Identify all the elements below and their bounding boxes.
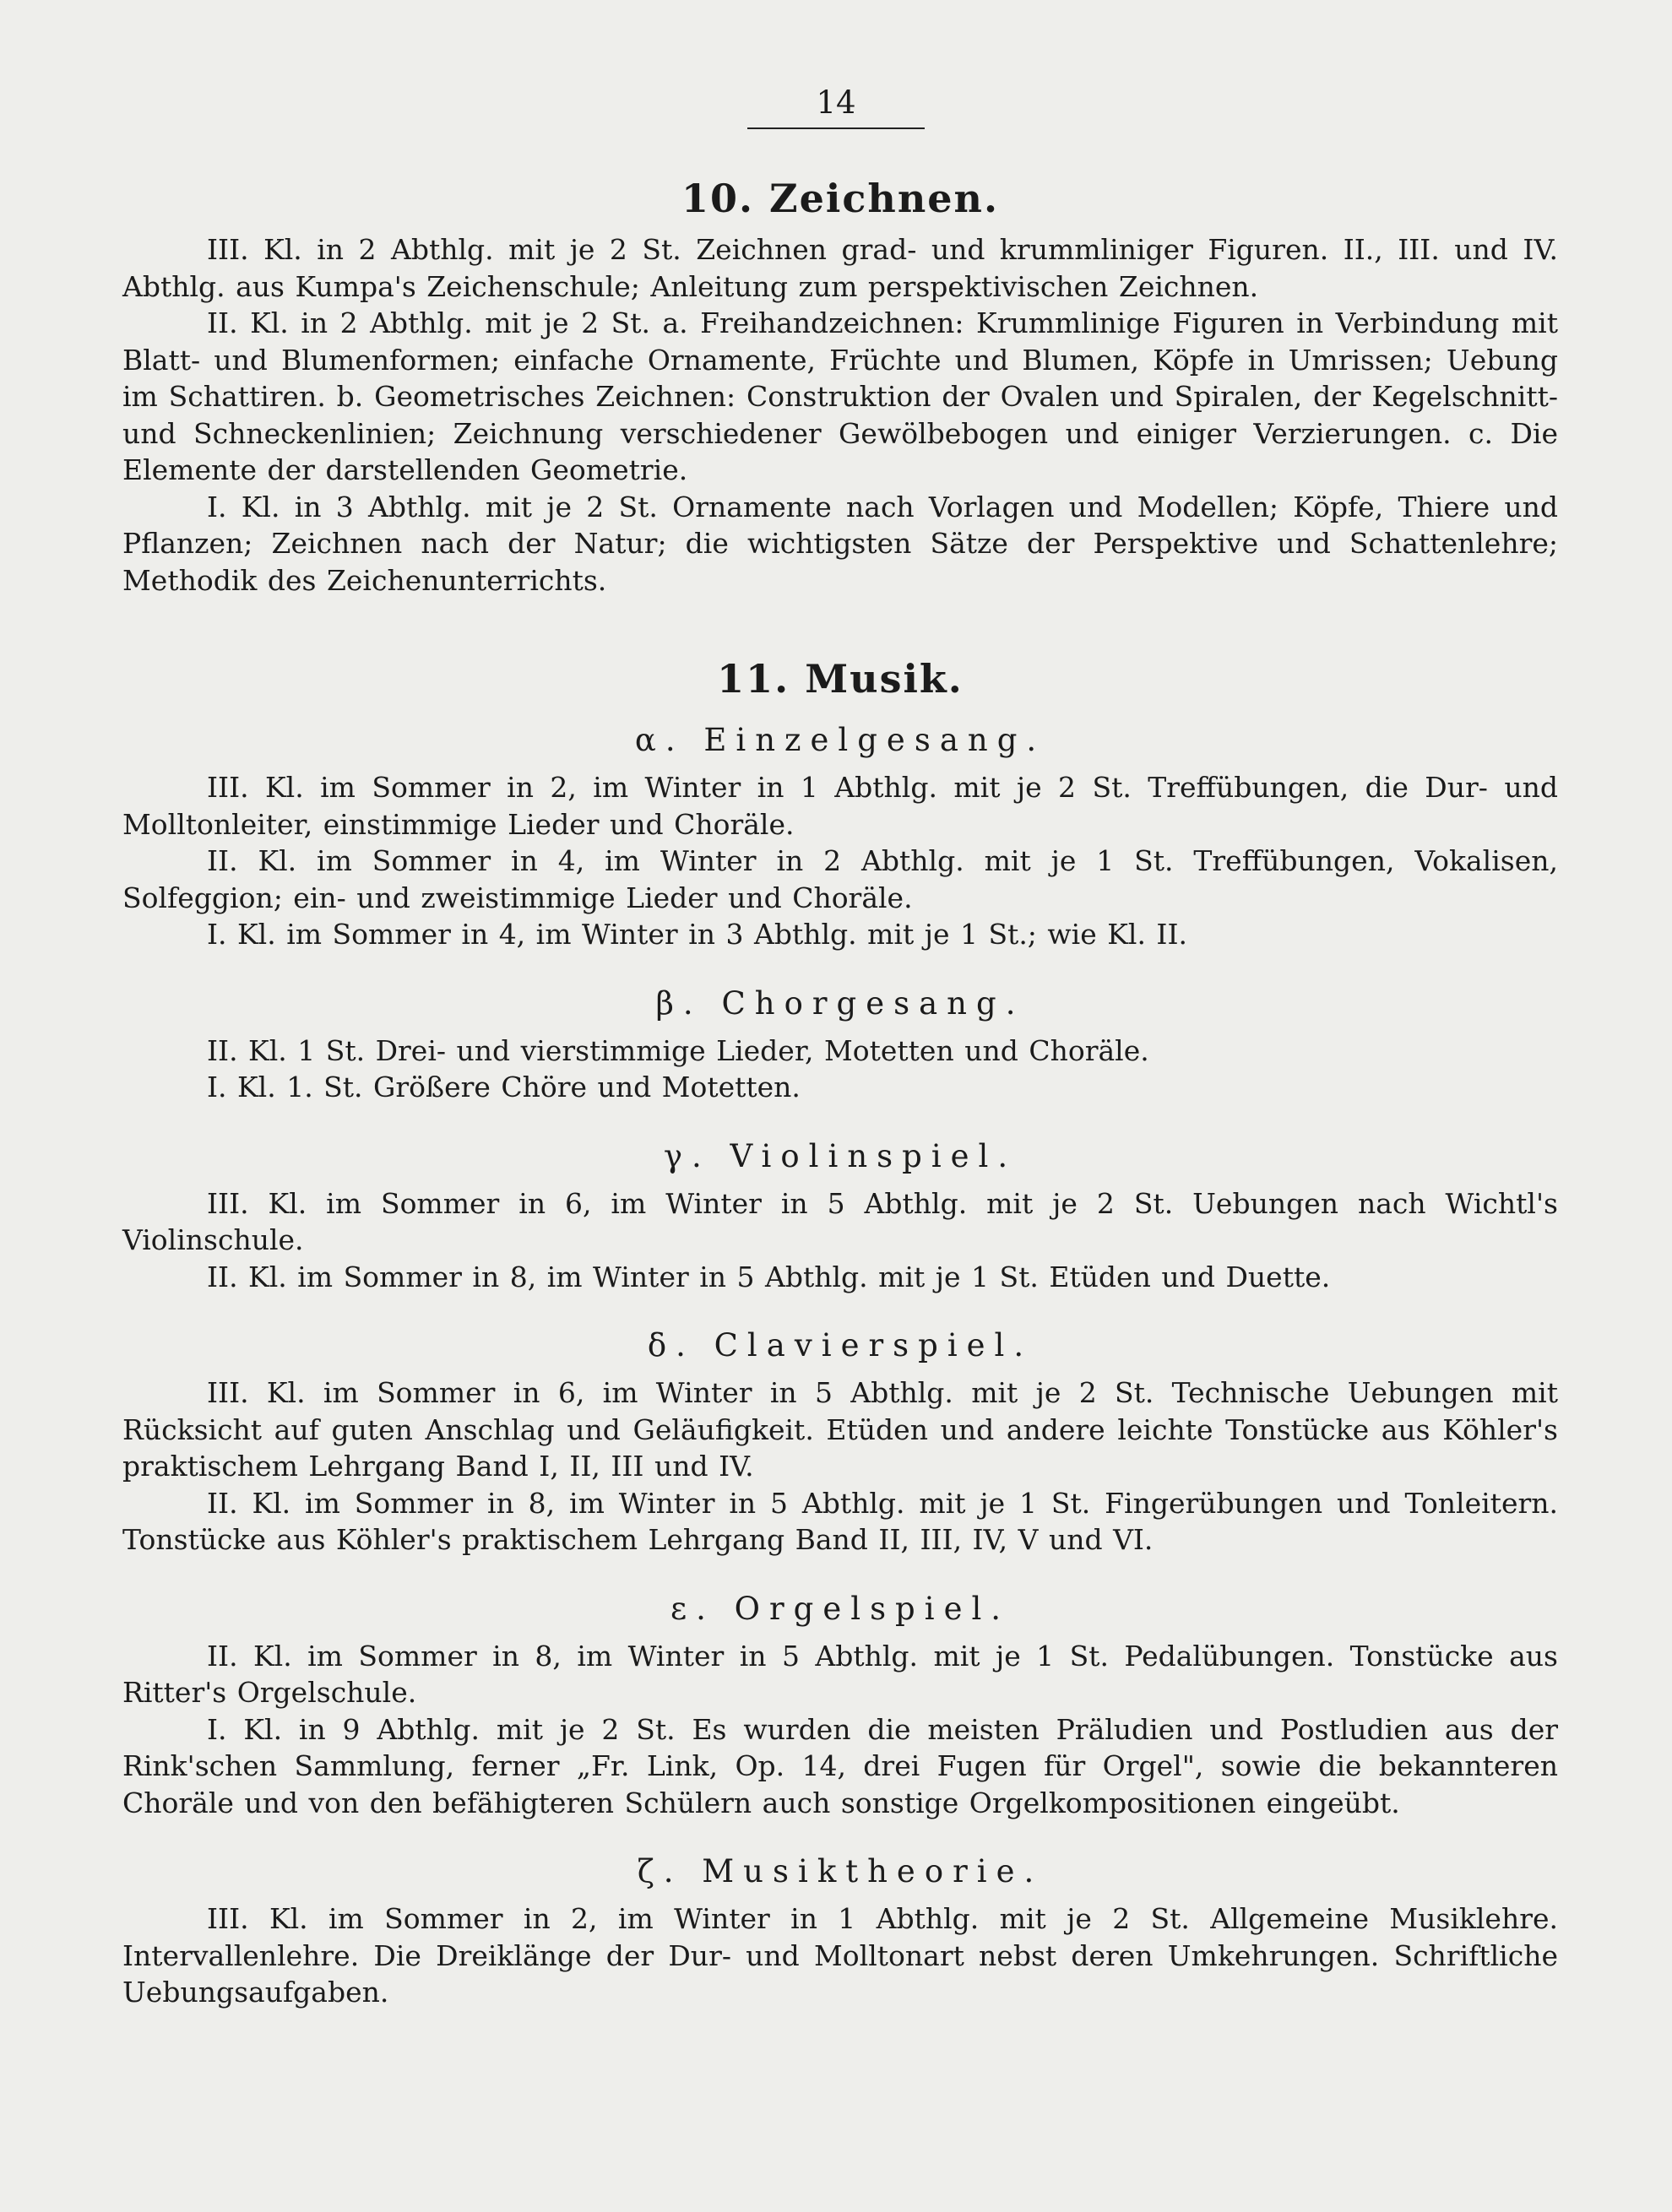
subsection-heading-violinspiel: γ. Violinspiel. — [663, 1137, 1018, 1174]
paragraph: II. Kl. 1 St. Drei- und vierstimmige Lieder, Motetten und Choräle. — [207, 1033, 1149, 1067]
paragraph: II. Kl. in 2 Abthlg. mit je 2 St. a. Freihandzeichnen: Krummlinige Figuren in Verbindung mit Blatt- und Blumenformen; einfache Ornamente, Früchte und Blumen, Köpfe in Umrissen; Uebung im Schattiren. b. Geometrisches Zeichnen: Construktion der Ovalen und Spiralen, der Kegelschnitt- und Schneckenlinien; Zeichnung verschiedener Gewölbebogen und einiger Verzierungen. c. Die Elemente der darstellenden Geometrie. — [122, 306, 1558, 486]
header-rule — [747, 127, 925, 129]
subsection-heading-orgelspiel: ε. Orgelspiel. — [670, 1590, 1011, 1627]
paragraph: III. Kl. im Sommer in 6, im Winter in 5 Abthlg. mit je 2 St. Technische Uebungen mit Rücksicht auf guten Anschlag und Geläufigkeit. Etüden und andere leichte Tonstücke aus Köhler's praktischem Lehrgang Band I, II, III und IV. — [122, 1376, 1558, 1483]
paragraph: I. Kl. 1. St. Größere Chöre und Motetten. — [207, 1071, 801, 1103]
paragraph: I. Kl. im Sommer in 4, im Winter in 3 Abthlg. mit je 1 St.; wie Kl. II. — [207, 918, 1187, 951]
paragraph: II. Kl. im Sommer in 8, im Winter in 5 Abthlg. mit je 1 St. Fingerübungen und Tonleitern. Tonstücke aus Köhler's praktischem Lehrgang Band II, III, IV, V und VI. — [122, 1486, 1558, 1556]
paragraph: I. Kl. in 3 Abthlg. mit je 2 St. Ornamente nach Vorlagen und Modellen; Köpfe, Thiere und Pflanzen; Zeichnen nach der Natur; die wichtigsten Sätze der Perspektive und Schattenlehre; Methodik des Zeichenunterrichts. — [122, 490, 1558, 597]
paragraph: II. Kl. im Sommer in 4, im Winter in 2 Abthlg. mit je 1 St. Treffübungen, Vokalisen, Solfeggion; ein- und zweistimmige Lieder und Choräle. — [122, 844, 1558, 914]
paragraph: II. Kl. im Sommer in 8, im Winter in 5 Abthlg. mit je 1 St. Etüden und Duette. — [207, 1260, 1331, 1293]
paragraph: II. Kl. im Sommer in 8, im Winter in 5 Abthlg. mit je 1 St. Pedalübungen. Tonstücke aus Ritter's Orgelschule. — [122, 1639, 1558, 1709]
section-heading-musik: 11. Musik. — [717, 656, 964, 702]
subsection-heading-chorgesang: β. Chorgesang. — [655, 984, 1025, 1022]
page-number: 14 — [816, 84, 856, 121]
paragraph: III. Kl. im Sommer in 2, im Winter in 1 Abthlg. mit je 2 St. Allgemeine Musiklehre. Intervallenlehre. Die Dreiklänge der Dur- und Molltonart nebst deren Umkehrungen. Schriftliche Uebungsaufgaben. — [122, 1902, 1558, 2009]
paragraph: III. Kl. in 2 Abthlg. mit je 2 St. Zeichnen grad- und krummliniger Figuren. II., III. und IV. Abthlg. aus Kumpa's Zeichenschule; Anleitung zum perspektivischen Zeichnen. — [122, 233, 1558, 303]
subsection-heading-clavierspiel: δ. Clavierspiel. — [647, 1327, 1034, 1364]
section-heading-zeichnen: 10. Zeichnen. — [681, 176, 999, 221]
paragraph: I. Kl. in 9 Abthlg. mit je 2 St. Es wurden die meisten Präludien und Postludien aus der Rink'schen Sammlung, ferner „Fr. Link, Op. 14, drei Fugen für Orgel", sowie die bekannteren Choräle und von den befähigteren Schülern auch sonstige Orgelkompositionen eingeübt. — [122, 1712, 1558, 1819]
page-content — [122, 165, 1558, 2011]
subsection-heading-einzelgesang: α. Einzelgesang. — [634, 722, 1046, 758]
subsection-heading-musiktheorie: ζ. Musiktheorie. — [637, 1853, 1044, 1889]
paragraph: III. Kl. im Sommer in 2, im Winter in 1 Abthlg. mit je 2 St. Treffübungen, die Dur- und Molltonleiter, einstimmige Lieder und Choräle. — [122, 771, 1558, 841]
paragraph: III. Kl. im Sommer in 6, im Winter in 5 Abthlg. mit je 2 St. Uebungen nach Wichtl's Violinschule. — [122, 1186, 1558, 1256]
